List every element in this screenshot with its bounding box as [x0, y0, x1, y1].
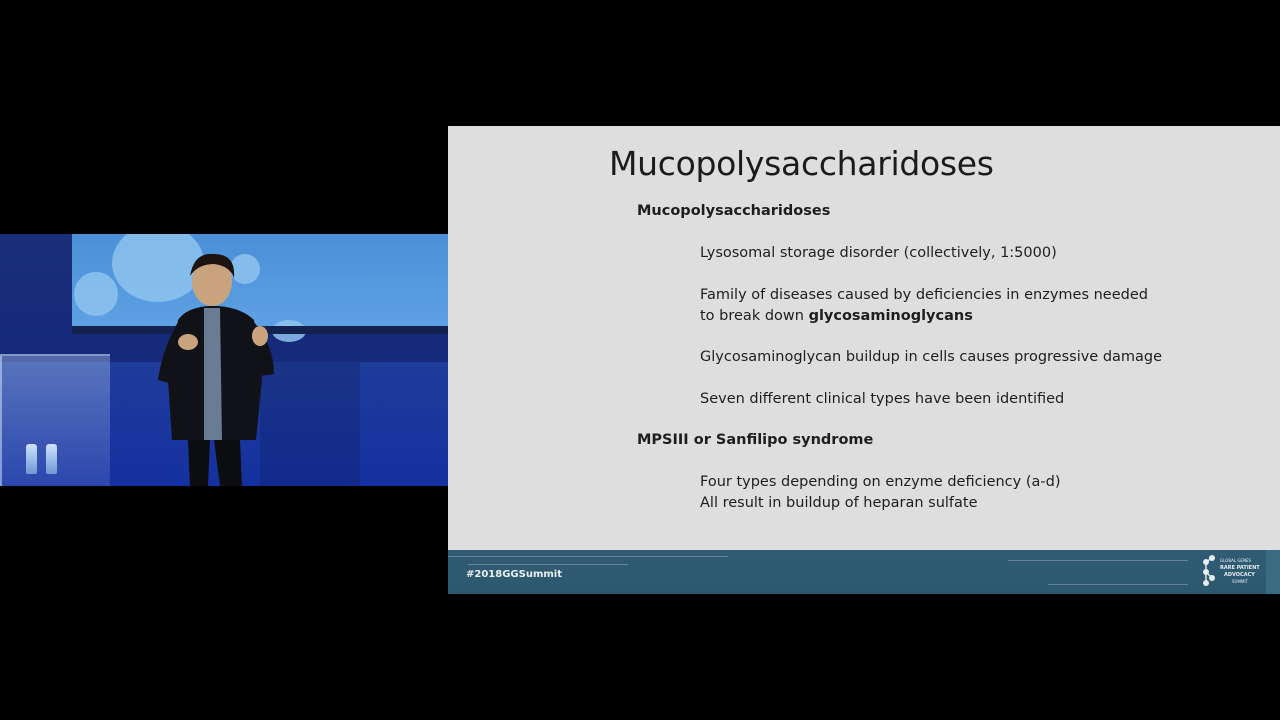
bullet-text-bold: glycosaminoglycans	[808, 308, 973, 324]
presentation-slide	[448, 126, 1280, 594]
svg-text:GLOBAL GENES: GLOBAL GENES	[1220, 558, 1251, 563]
bullet-text: Lysosomal storage disorder (collectively, 1:5000)	[700, 245, 1057, 261]
bullet-text-line	[700, 308, 973, 324]
speaker-video-panel	[0, 234, 448, 486]
bullet-text: All result in buildup of heparan sulfate	[700, 495, 978, 511]
svg-text:RARE PATIENT: RARE PATIENT	[1220, 565, 1260, 571]
slide-footer-bar	[448, 550, 1280, 594]
footer-edge-accent	[1266, 550, 1280, 594]
slide-title: Mucopolysaccharidoses	[609, 144, 994, 183]
bullet-text: Seven different clinical types have been identified	[700, 391, 1065, 407]
bullet-text: Glycosaminoglycan buildup in cells causes progressive damage	[700, 349, 1163, 365]
bullet-text: Four types depending on enzyme deficiency (a-d)	[700, 474, 1061, 490]
footer-decor-line	[468, 564, 628, 565]
footer-decor-line	[1048, 584, 1188, 585]
water-bottle	[26, 444, 37, 474]
bullet-text-prefix: to break down	[700, 308, 809, 324]
backdrop-circle	[74, 272, 118, 316]
speaker-figure	[150, 250, 280, 486]
slide-content	[448, 126, 1280, 546]
water-bottle	[46, 444, 57, 474]
footer-decor-line	[448, 556, 728, 557]
bullet-text: Family of diseases caused by deficiencies in enzymes needed	[700, 287, 1148, 303]
summit-logo	[1200, 554, 1264, 588]
section-heading: MPSIII or Sanfilipo syndrome	[637, 432, 874, 448]
footer-decor-line	[1008, 560, 1188, 561]
section-heading: Mucopolysaccharidoses	[637, 203, 831, 219]
svg-text:SUMMIT: SUMMIT	[1232, 579, 1248, 584]
event-hashtag: #2018GGSummit	[466, 569, 562, 580]
svg-text:ADVOCACY: ADVOCACY	[1224, 572, 1255, 578]
